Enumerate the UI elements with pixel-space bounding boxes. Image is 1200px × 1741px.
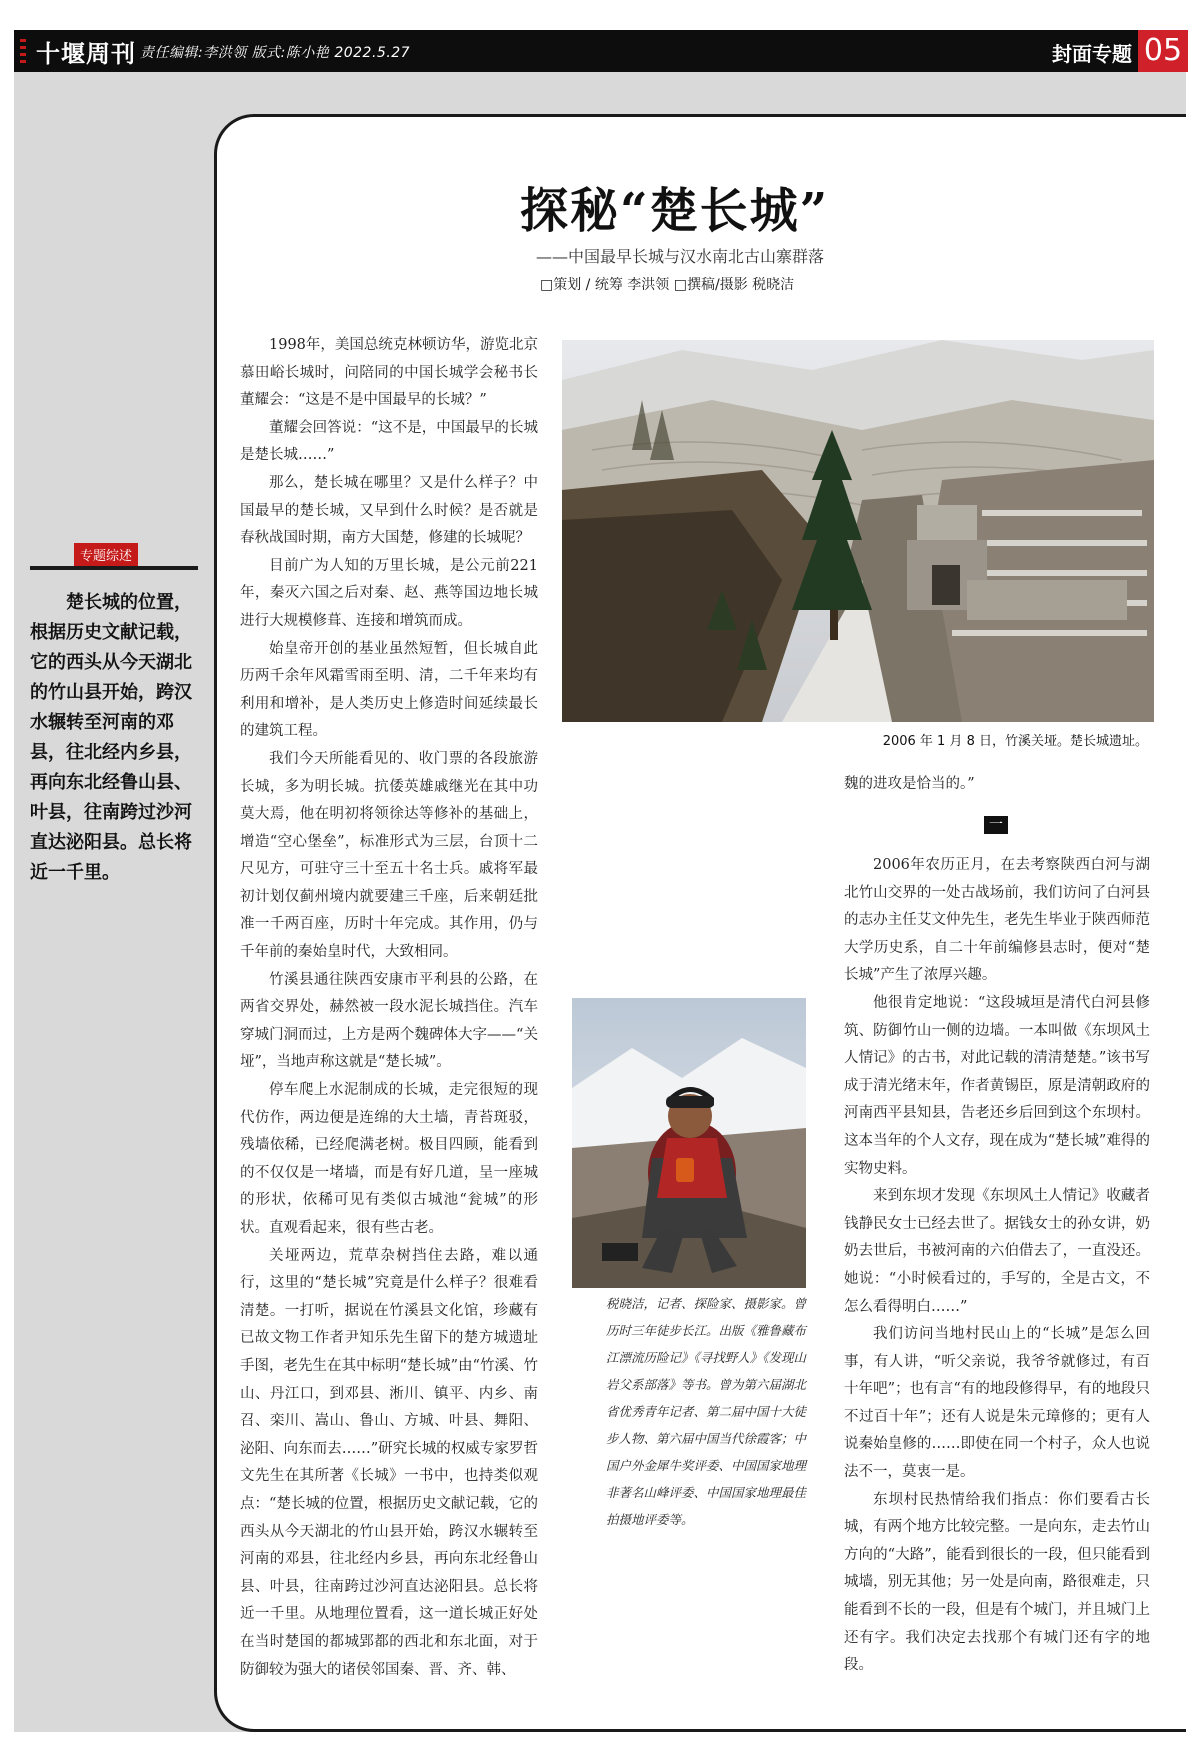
paragraph: 停车爬上水泥制成的长城，走完很短的现代仿作，两边便是连绵的大土墙，青苔斑驳，残墙依稀，已经爬满老树。极目四顾，能看到的不仅仅是一堵墙，而是有好几道，呈一座城的形状，依稀可见有类似古城池“瓮城”的形状。直观看起来，很有些古老。 [240,1082,538,1236]
photo-caption: 2006 年 1 月 8 日，竹溪关垭。楚长城遗址。 [882,734,1148,749]
article-subtitle: ——中国最早长城与汉水南北古山寨群落 [536,247,825,266]
paragraph: 我们今天所能看见的、收门票的各段旅游长城，多为明长城。抗倭英雄戚继光在其中功莫大焉，他在明初将领徐达等修补的基础上，增造“空心堡垒”，标准形式为三层，台顶十二尺见方，可驻守三十至五十名士兵。戚将军最初计划仅蓟州境内就要建三千座，后来朝廷批准一千两百座，历时十年完成。其作用，仍与千年前的秦始皇时代，大致相同。 [240,750,538,961]
paragraph: 2006年农历正月，在去考察陕西白河与湖北竹山交界的一处古战场前，我们访问了白河县的志办主任艾文仲先生，老先生毕业于陕西师范大学历史系，自二十年前编修县志时，便对“楚长城”产生了浓厚兴趣。 [844,857,1150,984]
paragraph: 竹溪县通往陕西安康市平利县的公路，在两省交界处，赫然被一段水泥长城挡住。汽车穿城门洞而过，上方是两个魏碑体大字——“关垭”，当地声称这就是“楚长城”。 [240,971,538,1071]
author-bio: 税晓洁，记者、探险家、摄影家。曾历时三年徒步长江。出版《雅鲁藏布江漂流历险记》《寻找野人》《发现山岩父系部落》等书。曾为第六届湖北省优秀青年记者、第二届中国十大徒步人物、第六届中国当代徐霞客；中国户外金犀牛奖评委、中国国家地理非著名山峰评委、中国国家地理最佳拍摄地评委等。 [606,1296,807,1527]
paragraph: 始皇帝开创的基业虽然短暂，但长城自此历两千余年风霜雪雨至明、清，二千年来均有利用和增补，是人类历史上修造时间延续最长的建筑工程。 [240,640,538,740]
header-meta: 责任编辑:李洪领 版式:陈小艳 2022.5.27 [140,45,411,61]
summary-tag: 专题综述 [74,543,138,566]
summary-rule [30,566,198,570]
paragraph: 东坝村民热情给我们指点：你们要看古长城，有两个地方比较完整。一是向东，走去竹山方向的“大路”，能看到很长的一段，但只能看到城墙，别无其他；另一处是向南，路很难走，只能看到不长的一段，但是有个城门，并且城门上还有字。我们决定去找那个有城门还有字的地段。 [844,1491,1150,1674]
masthead-title: 十堰周刊 [36,38,136,68]
section-name: 封面专题 [1052,42,1132,66]
paragraph: 董耀会回答说：“这不是，中国最早的长城是楚长城……” [240,419,538,464]
paragraph: 我们访问当地村民山上的“长城”是怎么回事，有人讲，“听父亲说，我爷爷就修过，有百十年吧”；也有言“有的地段修得早，有的地段只不过百十年”；还有人说是朱元璋修的；更有人说秦始皇修的……即使在同一个村子，众人也说法不一，莫衷一是。 [844,1326,1150,1481]
summary-text: 楚长城的位置，根据历史文献记载，它的西头从今天湖北的竹山县开始，跨汉水辗转至河南的邓县，往北经内乡县，再向东北经鲁山县、叶县，往南跨过沙河直达泌阳县。总长将近一千里。 [30,592,192,883]
paragraph: 那么，楚长城在哪里？又是什么样子？中国最早的楚长城，又早到什么时候？是否就是春秋战国时期，南方大国楚，修建的长城呢？ [240,474,538,547]
paragraph: 他很肯定地说：“这段城垣是清代白河县修筑、防御竹山一侧的边墙。一本叫做《东坝风土人情记》的古书，对此记载的清清楚楚。”该书写成于清光绪末年，作者黄锡臣，原是清朝政府的河南西平县知县，告老还乡后回到这个东坝村。这本当年的个人文存，现在成为“楚长城”难得的实物史料。 [844,994,1150,1177]
paragraph: 关垭两边，荒草杂树挡住去路，难以通行，这里的“楚长城”究竟是什么样子？很难看清楚。一打听，据说在竹溪县文化馆，珍藏有已故文物工作者尹知乐先生留下的楚方城遗址手图，老先生在其中标明“楚长城”由“竹溪、竹山、丹江口，到邓县、淅川、镇平、内乡、南召、栾川、嵩山、鲁山、方城、叶县、舞阳、泌阳、向东而去……”研究长城的权威专家罗哲文先生在其所著《长城》一书中，也持类似观点：“楚长城的位置，根据历史文献记载，它的西头从今天湖北的竹山县开始，跨汉水辗转至河南的邓县，往北经内乡县，再向东北经鲁山县、叶县，往南跨过沙河直达泌阳县。总长将近一千里。从地理位置看，这一道长城正好处在当时楚国的都城郢都的西北和东北面，对于防御较为强大的诸侯邻国秦、晋、齐、韩、 [240,1247,538,1678]
page-number: 05 [1138,30,1188,72]
article-credits: □策划 / 统筹 李洪领 □撰稿/摄影 税晓洁 [540,277,795,293]
body-column-3 [844,852,1150,1682]
masthead [20,34,136,68]
author-portrait [572,998,806,1288]
great-wall-photo [562,340,1154,722]
article-title: 探秘“楚长城” [520,183,830,239]
paragraph: 1998年，美国总统克林顿访华，游览北京慕田峪长城时，问陪同的中国长城学会秘书长董耀会：“这是不是中国最早的长城？” [240,337,538,409]
body-column-1 [240,332,538,1722]
paragraph: 目前广为人知的万里长城，是公元前221年，秦灭六国之后对秦、赵、燕等国边地长城进行大规模修葺、连接和增筑而成。 [240,557,538,629]
paragraph: 来到东坝才发现《东坝风土人情记》收藏者钱静民女士已经去世了。据钱女士的孙女讲，奶奶去世后，书被河南的六伯借去了，一直没还。她说：“小时候看过的，手写的，全是古文，不怎么看得明白……” [844,1188,1150,1315]
section-marker: 一 [984,816,1008,834]
column3-lead: 魏的进攻是恰当的。” [844,776,975,792]
masthead-decoration [20,39,28,63]
